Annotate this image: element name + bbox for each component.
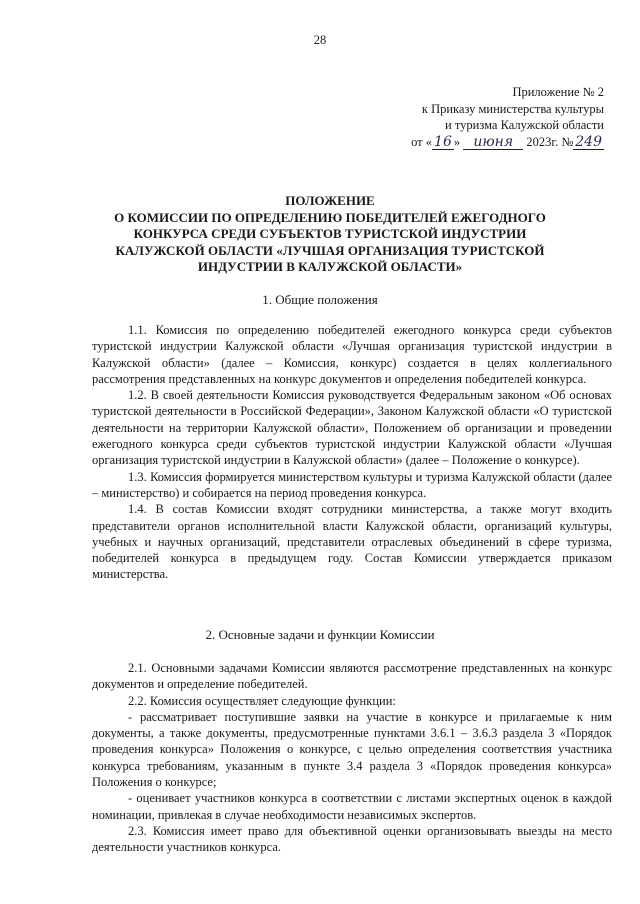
appendix-ministry: и туризма Калужской области — [445, 118, 604, 132]
appendix-order-ref: к Приказу министерства культуры — [421, 101, 604, 116]
paragraph-1-3: 1.3. Комиссия формируется министерством культуры и туризма Калужской области (далее – министерство) и собирается на период проведения конкурса. — [92, 469, 612, 500]
paragraph-1-1: 1.1. Комиссия по определению победителей ежегодного конкурса среди субъектов туристской индустрии Калужской области «Лучшая организация туристской индустрии в Калужской области» (далее – Комиссия, конкурс) создается в целях коллегиального рассмотрения представленных на конкурс документов и определения победителей конкурса. — [92, 323, 612, 386]
paragraph-2-1: 2.1. Основными задачами Комиссии являются рассмотрение представленных на конкурс документов и определение победителей. — [92, 661, 612, 692]
section-1-heading: 1. Общие положения — [262, 292, 378, 307]
section-1-body — [92, 322, 612, 583]
date-mid: » — [453, 134, 461, 149]
date-day-handwritten: 16 — [434, 133, 452, 150]
paragraph-2-3: 2.3. Комиссия имеет право для объективной оценки организовывать выезды на место деятельности участников конкурса. — [92, 823, 612, 855]
appendix-header — [364, 84, 604, 150]
section-2-body — [92, 660, 612, 856]
date-year: 2023г. № — [526, 134, 574, 149]
date-prefix: от « — [411, 134, 433, 149]
title-line-3: КОНКУРСА СРЕДИ СУБЪЕКТОВ ТУРИСТСКОЙ ИНДУСТРИИ — [133, 226, 527, 241]
page-number: 28 — [313, 33, 327, 47]
title-line-2: О КОМИССИИ ПО ОПРЕДЕЛЕНИЮ ПОБЕДИТЕЛЕЙ ЕЖЕГОДНОГО — [114, 209, 546, 225]
paragraph-2-2: 2.2. Комиссия осуществляет следующие функции: — [128, 693, 396, 708]
paragraph-1-2: 1.2. В своей деятельности Комиссия руководствуется Федеральным законом «Об основах туристской деятельности в Российской Федерации», Законом Калужской области «О туристской деятельности на территории Калужской области», Положением об организации и проведении ежегодного конкурса среди субъектов туристской индустрии Калужской области «Лучшая организация туристской индустрии в Калужской области» (далее – Положение о конкурсе). — [92, 388, 612, 468]
document-title — [90, 193, 570, 276]
paragraph-1-4: 1.4. В состав Комиссии входят сотрудники министерства, а также могут входить представители органов исполнительной власти Калужской области, организаций культуры, учебных и научных организаций, представители отраслевых объединений в сфере туризма, победителей конкурса в предыдущем году. Состав Комиссии утверждается приказом министерства. — [92, 502, 612, 582]
section-2-heading: 2. Основные задачи и функции Комиссии — [205, 627, 435, 642]
title-line-4: КАЛУЖСКОЙ ОБЛАСТИ «ЛУЧШАЯ ОРГАНИЗАЦИЯ ТУРИСТСКОЙ — [115, 242, 545, 258]
appendix-label: Приложение № 2 — [512, 85, 604, 99]
appendix-date-line — [364, 134, 604, 151]
paragraph-2-2-item-2: - оценивает участников конкурса в соответствии с листами экспертных оценок в каждой номинации, привлекая в случае необходимости независимых экспертов. — [92, 791, 612, 822]
paragraph-2-2-item-1: - рассматривает поступившие заявки на участие в конкурсе и прилагаемые к ним документы, а также документы, предусмотренные пунктами 3.6.1 – 3.6.3 раздела 3 «Порядок проведения конкурса» Положения о конкурсе, с целью определения соответствия участника конкурса требованиям, указанным в пункте 3.4 раздела 3 «Порядок проведения конкурса» Положения о конкурсе; — [92, 709, 612, 790]
order-number-handwritten: 249 — [575, 133, 602, 150]
title-line-5: ИНДУСТРИИ В КАЛУЖСКОЙ ОБЛАСТИ» — [197, 259, 463, 274]
title-line-1: ПОЛОЖЕНИЕ — [285, 193, 375, 208]
date-month-handwritten: июня — [463, 135, 523, 150]
